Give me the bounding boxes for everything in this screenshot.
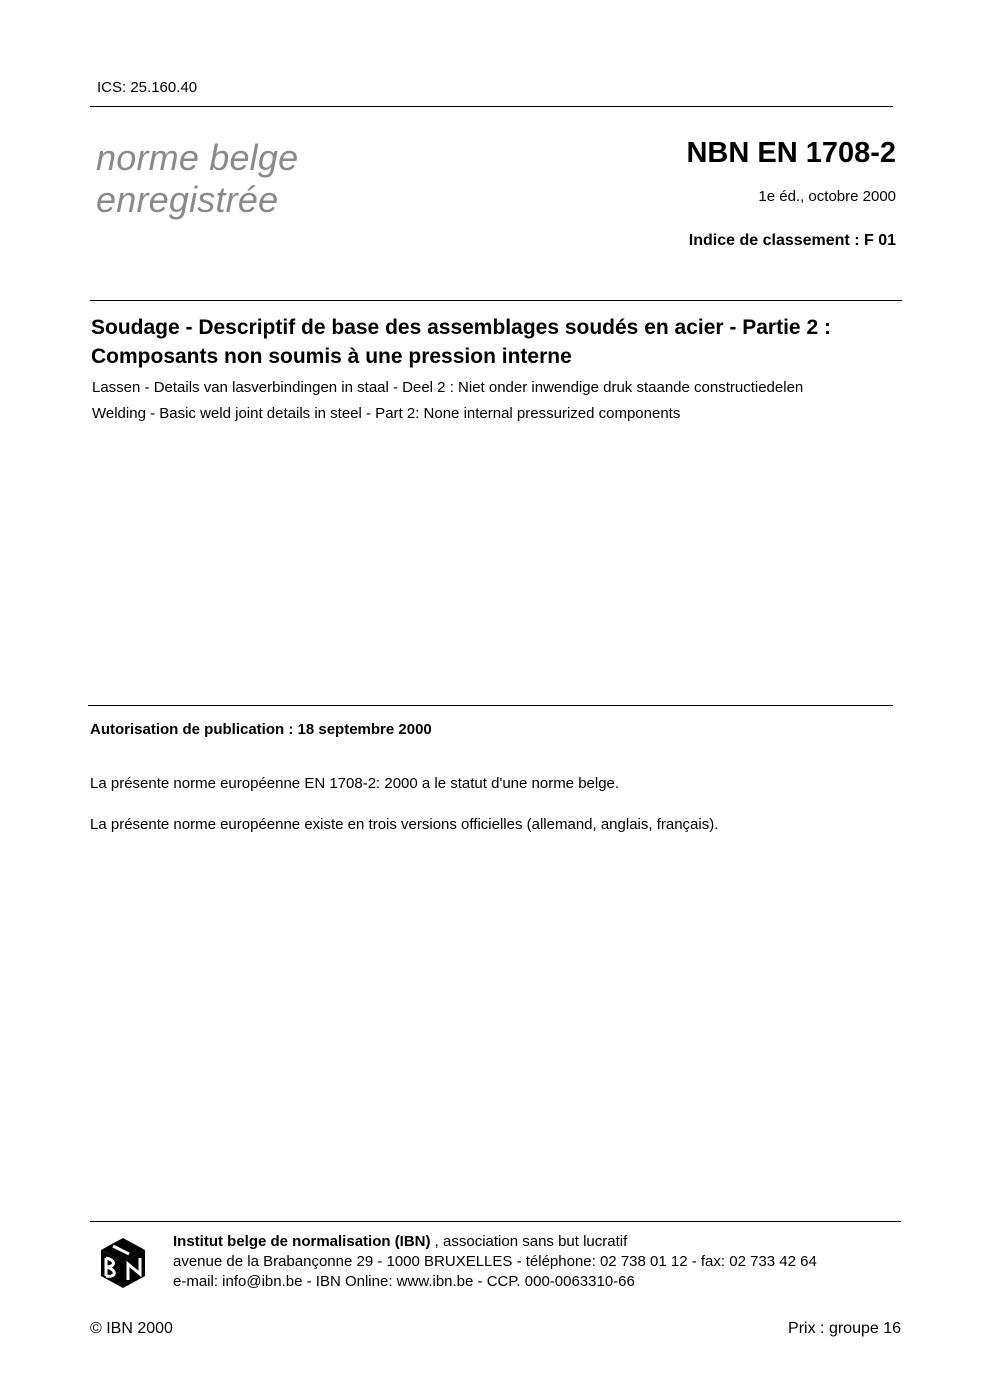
norme-status-heading	[96, 137, 298, 221]
institute-name: Institut belge de normalisation (IBN)	[173, 1233, 431, 1250]
copyright: © IBN 2000	[90, 1320, 173, 1337]
footer-divider	[90, 1221, 901, 1222]
institute-line	[173, 1232, 817, 1252]
institute-address: avenue de la Brabançonne 29 - 1000 BRUXELLES - téléphone: 02 738 01 12 - fax: 02 733 42 64	[173, 1253, 817, 1270]
top-divider	[90, 106, 893, 107]
title-dutch: Lassen - Details van lasverbindingen in staal - Deel 2 : Niet onder inwendige druk staande constructiedelen	[92, 379, 804, 396]
ibn-logo-icon	[99, 1236, 147, 1290]
ics-code: ICS: 25.160.40	[97, 79, 198, 96]
title-english: Welding - Basic weld joint details in steel - Part 2: None internal pressurized components	[92, 405, 681, 422]
body-divider	[88, 705, 893, 706]
classification-index: Indice de classement : F 01	[688, 232, 896, 249]
standard-number: NBN EN 1708-2	[686, 137, 896, 169]
edition-date: 1e éd., octobre 2000	[758, 188, 896, 205]
institute-suffix: , association sans but lucratif	[430, 1233, 628, 1250]
publication-authorization: Autorisation de publication : 18 septembre 2000	[90, 721, 432, 738]
status-paragraph: La présente norme européenne EN 1708-2: 2000 a le statut d'une norme belge.	[90, 775, 620, 792]
norme-line-1: norme belge	[96, 137, 299, 178]
title-divider	[90, 300, 902, 301]
norme-line-2: enregistrée	[96, 179, 279, 220]
versions-paragraph: La présente norme européenne existe en trois versions officielles (allemand, anglais, français).	[90, 816, 719, 833]
institute-contact-block	[173, 1232, 817, 1292]
title-french: Soudage - Descriptif de base des assemblages soudés en acier - Partie 2 : Composants non soumis à une pression interne	[91, 316, 831, 368]
price-group: Prix : groupe 16	[788, 1320, 901, 1337]
institute-contact: e-mail: info@ibn.be - IBN Online: www.ibn.be - CCP. 000-0063310-66	[173, 1273, 635, 1290]
